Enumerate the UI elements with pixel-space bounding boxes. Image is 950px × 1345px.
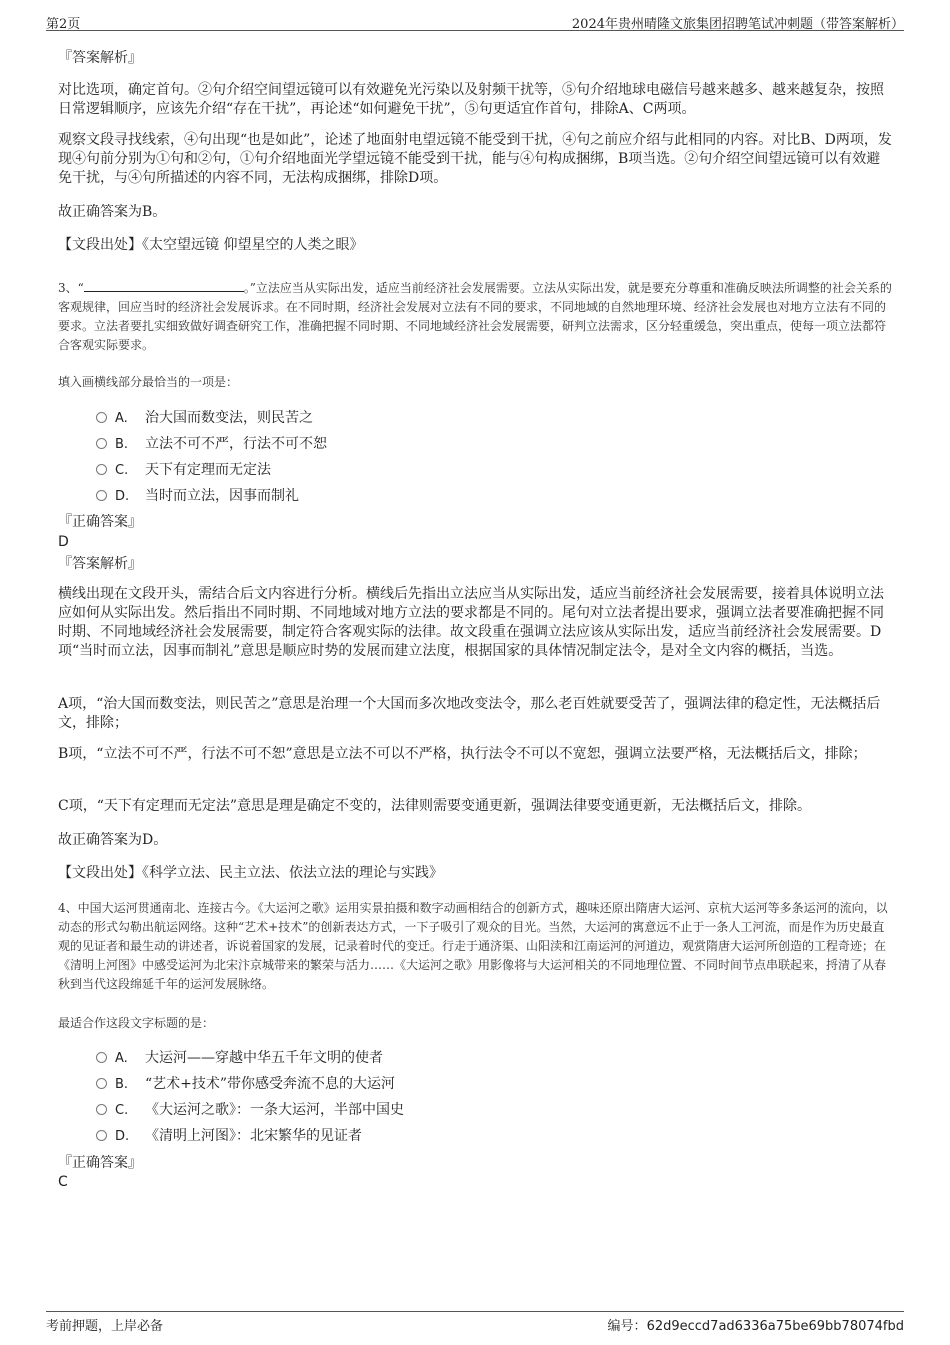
option-key: B. [115, 1077, 129, 1092]
q4-answer-label: 『正确答案』 [58, 1155, 142, 1171]
option-key: D. [115, 1129, 130, 1144]
option-text: 《清明上河图》：北宋繁华的见证者 [145, 1128, 362, 1144]
q4-option-d[interactable] [96, 1126, 362, 1147]
option-key: B. [115, 437, 129, 452]
option-text: 立法不可不严，行法不可不恕 [145, 436, 327, 452]
radio-icon[interactable] [96, 1104, 107, 1115]
page-header [46, 0, 904, 31]
q3-option-c[interactable] [96, 460, 271, 481]
q3-analysis-para3: B项，“立法不可不严，行法不可不恕”意思是立法不可以不严格，执行法令不可以不宽恕，强调立法要严格，无法概括后文，排除； [58, 746, 867, 762]
option-key: C. [115, 1103, 129, 1118]
option-key: A. [115, 1051, 128, 1066]
q3-prompt: 填入画横线部分最恰当的一项是： [58, 375, 239, 389]
q3-answer: D [58, 534, 69, 550]
radio-icon[interactable] [96, 1052, 107, 1063]
footer-code [608, 1315, 904, 1334]
q3-conclusion: 故正确答案为D。 [58, 832, 168, 848]
q3-source: 【文段出处】《科学立法、民主立法、依法立法的理论与实践》 [58, 865, 443, 881]
option-key: D. [115, 489, 130, 504]
document-title: 2024年贵州晴隆文旅集团招聘笔试冲刺题（带答案解析） [571, 17, 904, 32]
q3-option-b[interactable] [96, 434, 327, 455]
radio-icon[interactable] [96, 464, 107, 475]
radio-icon[interactable] [96, 412, 107, 423]
q2-analysis-para2: 观察文段寻找线索，④句出现“也是如此”，论述了地面射电望远镜不能受到干扰，④句之前应介绍与此相同的内容。对比B、D两项，发现④句前分别为①句和②句，①句介绍地面光学望远镜不能受到干扰，能与④句构成捆绑，B项当选。②句介绍空间望远镜可以有效避免干扰，与④句所描述的内容不同，无法构成捆绑，排除D项。 [58, 132, 892, 186]
option-text: 当时而立法，因事而制礼 [145, 488, 299, 504]
q4-option-c[interactable] [96, 1100, 404, 1121]
q2-analysis-para1: 对比选项，确定首句。②句介绍空间望远镜可以有效避免光污染以及射频干扰等，⑤句介绍地球电磁信号越来越多、越来越复杂，按照日常逻辑顺序，应该先介绍“存在干扰”，再论述“如何避免干扰”，⑤句更适宜作首句，排除A、C两项。 [58, 82, 884, 117]
q3-stem [58, 279, 894, 355]
q3-analysis-label: 『答案解析』 [58, 556, 142, 572]
q2-conclusion: 故正确答案为B。 [58, 204, 167, 220]
option-text: 治大国而数变法，则民苦之 [145, 410, 313, 426]
q3-stem-text: 。”立法应当从实际出发，适应当前经济社会发展需要。立法从实际出发，就是要充分尊重和准确反映法所调整的社会关系的客观规律，回应当时的经济社会发展诉求。在不同时期，经济社会发展对立法有不同的要求，不同地域的自然地理环境、经济社会发展也对地方立法有不同的要求。立法者要扎实细致做好调查研究工作，准确把握不同时期、不同地域经济社会发展需要，研判立法需求，区分轻重缓急，突出重点，使每一项立法都符合客观实际要求。 [58, 281, 892, 352]
q4-answer: C [58, 1174, 68, 1190]
radio-icon[interactable] [96, 438, 107, 449]
q3-blank [84, 279, 244, 292]
option-text: 《大运河之歌》：一条大运河，半部中国史 [145, 1102, 404, 1118]
q4-prompt: 最适合作这段文字标题的是： [58, 1016, 215, 1030]
q3-answer-label: 『正确答案』 [58, 514, 142, 530]
page-footer [46, 1311, 904, 1338]
page-number: 第2页 [46, 17, 81, 32]
footer-code-label: 编号： [607, 1319, 647, 1334]
option-key: A. [115, 411, 128, 426]
option-key: C. [115, 463, 129, 478]
q4-option-a[interactable] [96, 1048, 383, 1069]
q3-number: 3、“ [58, 281, 84, 295]
q4-option-b[interactable] [96, 1074, 395, 1095]
radio-icon[interactable] [96, 490, 107, 501]
option-text: 天下有定理而无定法 [145, 462, 271, 478]
option-text: “艺术+技术”带你感受奔流不息的大运河 [145, 1076, 396, 1092]
footer-slogan: 考前押题，上岸必备 [46, 1319, 164, 1334]
q3-option-d[interactable] [96, 486, 299, 507]
q3-analysis-para1: 横线出现在文段开头，需结合后文内容进行分析。横线后先指出立法应当从实际出发，适应当前经济社会发展需要，接着具体说明立法应如何从实际出发。然后指出不同时期、不同地域对地方立法的要求都是不同的。尾句对立法者提出要求，强调立法者要准确把握不同时期、不同地域经济社会发展需要，制定符合客观实际的法律。故文段重在强调立法应该从实际出发，适应当前经济社会发展需要。D项“当时而立法，因事而制礼”意思是顺应时势的发展而建立法度，根据国家的具体情况制定法令，是对全文内容的概括，当选。 [58, 586, 884, 659]
q3-option-a[interactable] [96, 408, 313, 429]
option-text: 大运河——穿越中华五千年文明的使者 [145, 1050, 383, 1066]
q2-analysis-label: 『答案解析』 [58, 50, 142, 66]
radio-icon[interactable] [96, 1078, 107, 1089]
q2-source: 【文段出处】《太空望远镜 仰望星空的人类之眼》 [58, 237, 364, 253]
q4-stem: 4、中国大运河贯通南北、连接古今。《大运河之歌》运用实景拍摄和数字动画相结合的创新方式，趣味还原出隋唐大运河、京杭大运河等多条运河的流向，以动态的形式勾勒出航运网络。这种“艺术+技术”的创新表达方式，一下子吸引了观众的目光。当然，大运河的寓意远不止于一条人工河流，而是作为历史最直观的见证者和最生动的讲述者，诉说着国家的发展，记录着时代的变迁。行走于通济渠、山阳渎和江南运河的河道边，观赏隋唐大运河所创造的工程奇迹；在《清明上河图》中感受运河为北宋汴京城带来的繁荣与活力……《大运河之歌》用影像将与大运河相关的不同地理位置、不同时间节点串联起来，捋清了从春秋到当代这段绵延千年的运河发展脉络。 [58, 901, 888, 991]
q3-analysis-para4: C项，“天下有定理而无定法”意思是理是确定不变的，法律则需要变通更新，强调法律要变通更新，无法概括后文，排除。 [58, 798, 812, 814]
radio-icon[interactable] [96, 1130, 107, 1141]
footer-code-value: 62d9eccd7ad6336a75be69bb78074fbd [646, 1319, 904, 1334]
q3-analysis-para2: A项，“治大国而数变法，则民苦之”意思是治理一个大国而多次地改变法令，那么老百姓就要受苦了，强调法律的稳定性，无法概括后文，排除； [58, 696, 881, 731]
